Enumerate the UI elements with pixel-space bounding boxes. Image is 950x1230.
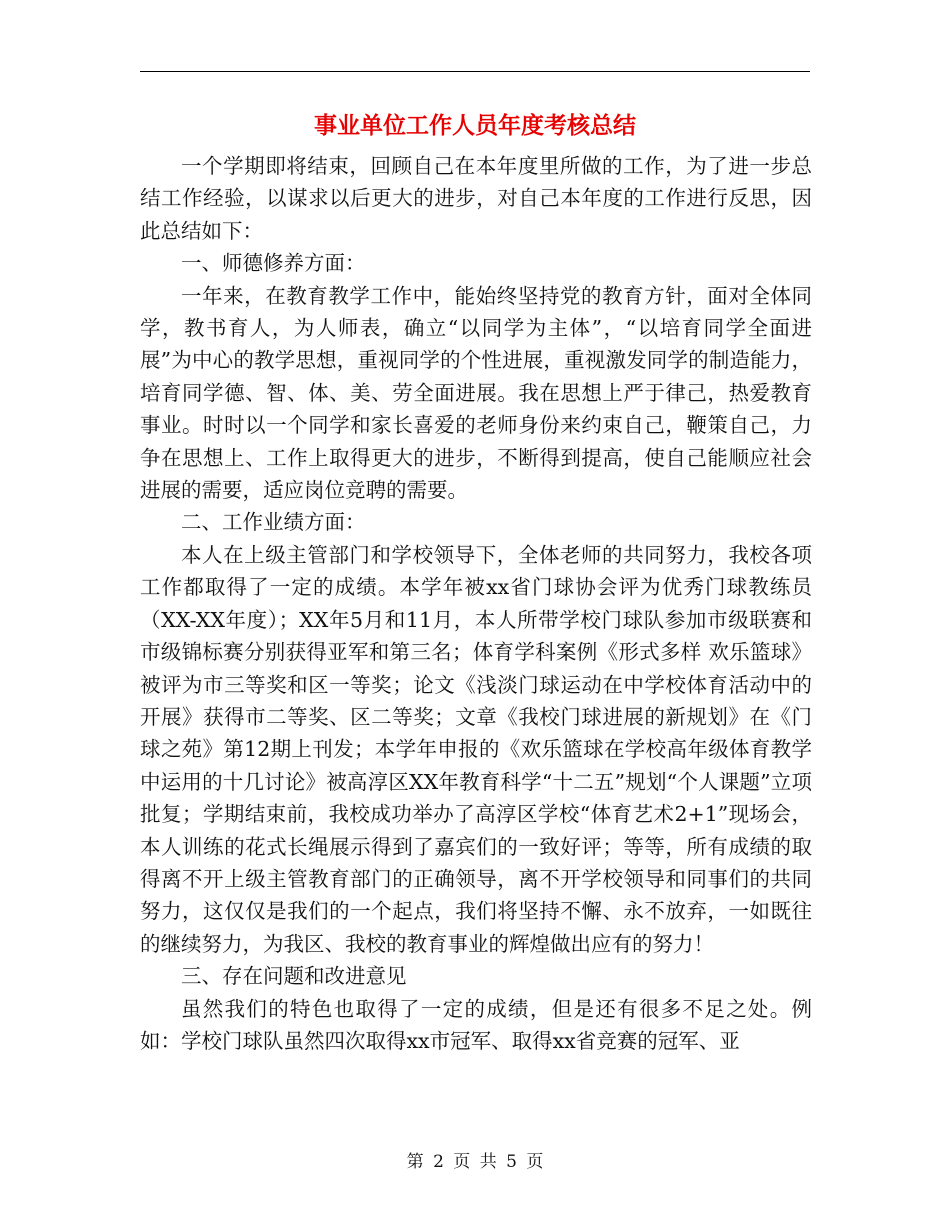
section-heading-achievements: 二、工作业绩方面： bbox=[181, 510, 366, 535]
paragraph-intro: 一个学期即将结束，回顾自己在本年度里所做的工作，为了进一步总结工作经验，以谋求以后更大的进步，对自己本年度的工作进行反思，因此总结如下： bbox=[140, 154, 812, 243]
paragraph-ethics: 一年来，在教育教学工作中，能始终坚持党的教育方针，面对全体同学，教书育人，为人师表，确立“以同学为主体”，“以培育同学全面进展”为中心的教学思想，重视同学的个性进展，重视激发同学的制造能力，培育同学德、智、体、美、劳全面进展。我在思想上严于律己，热爱教育事业。时时以一个同学和家长喜爱的老师身份来约束自己，鞭策自己，力争在思想上、工作上取得更大的进步，不断得到提高，使自己能顺应社会进展的需要，适应岗位竞聘的需要。 bbox=[140, 283, 812, 503]
section-heading-ethics: 一、师德修养方面： bbox=[181, 251, 366, 276]
paragraph-achievements: 本人在上级主管部门和学校领导下，全体老师的共同努力，我校各项工作都取得了一定的成绩。本学年被xx省门球协会评为优秀门球教练员（XX-XX年度）；XX年5月和11月，本人所带学校门球队参加市级联赛和市级锦标赛分别获得亚军和第三名；体育学科案例《形式多样 欢乐篮球》被评为市三等奖和区一等奖；论文《浅淡门球运动在中学校体育活动中的开展》获得市二等奖、区二等奖；文章《我校门球进展的新规划》在《门球之苑》第12期上刊发；本学年申报的《欢乐篮球在学校高年级体育教学中运用的十几讨论》被高淳区XX年教育科学“十二五”规划“个人课题”立项批复；学期结束前，我校成功举办了高淳区学校“体育艺术2+1”现场会，本人训练的花式长绳展示得到了嘉宾们的一致好评；等等，所有成绩的取得离不开上级主管教育部门的正确领导，离不开学校领导和同事们的共同努力，这仅仅是我们的一个起点，我们将坚持不懈、永不放弃，一如既往的继续努力，为我区、我校的教育事业的辉煌做出应有的努力！ bbox=[140, 542, 812, 956]
header-rule bbox=[140, 71, 810, 72]
section-heading-problems: 三、存在问题和改进意见 bbox=[181, 964, 407, 989]
page-number: 第 2 页 共 5 页 bbox=[406, 1152, 544, 1172]
document-title: 事业单位工作人员年度考核总结 bbox=[314, 112, 636, 139]
paragraph-problems: 虽然我们的特色也取得了一定的成绩，但是还有很多不足之处。例如：学校门球队虽然四次取得xx市冠军、取得xx省竞赛的冠军、亚 bbox=[140, 996, 812, 1053]
document-body bbox=[140, 150, 812, 1057]
